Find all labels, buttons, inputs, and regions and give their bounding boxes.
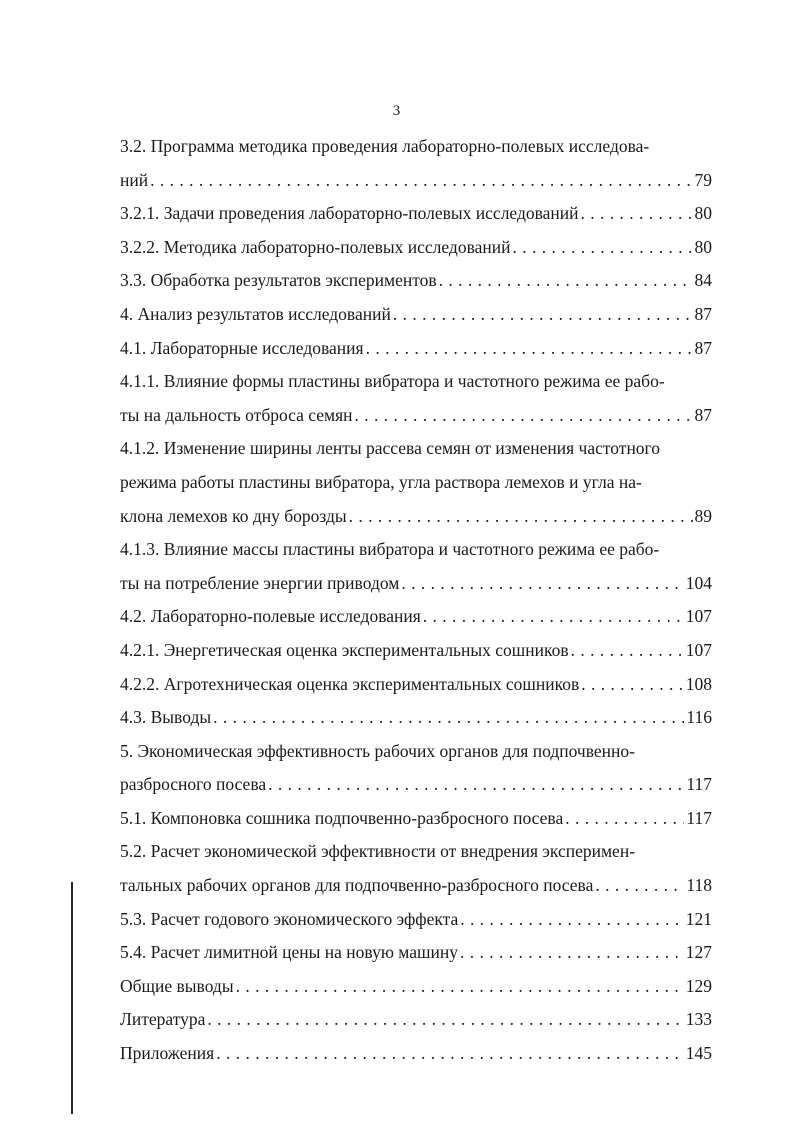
toc-entry-text: Литература — [120, 1009, 206, 1030]
toc-entry-text: 4.1. Лабораторные исследования — [120, 337, 364, 358]
table-of-contents — [120, 130, 712, 1071]
toc-entry-page: 116 — [686, 707, 712, 728]
toc-leader-dots — [581, 668, 684, 702]
toc-entry-page: 145 — [685, 1043, 712, 1064]
toc-entry — [120, 1003, 712, 1037]
toc-entry — [120, 802, 712, 836]
toc-entry-text: ний — [120, 169, 149, 190]
toc-entry-text: ты на дальность отброса семян — [120, 404, 353, 425]
toc-entry-page: 87 — [694, 303, 712, 324]
toc-entry-page: 121 — [685, 908, 712, 929]
toc-entry — [120, 365, 712, 399]
toc-entry-page: 107 — [685, 639, 712, 660]
toc-leader-dots — [401, 567, 683, 601]
toc-leader-dots — [150, 164, 692, 198]
toc-entry — [120, 903, 712, 937]
toc-entry — [120, 130, 712, 164]
toc-entry-text: 5.3. Расчет годового экономического эффекта — [120, 908, 459, 929]
toc-entry-text: 3.2.2. Методика лабораторно-полевых исследований — [120, 236, 511, 257]
toc-entry-page: 79 — [694, 169, 712, 190]
toc-leader-dots — [216, 1037, 684, 1071]
toc-leader-dots — [393, 298, 693, 332]
toc-entry — [120, 432, 712, 466]
toc-entry — [120, 701, 712, 735]
toc-entry — [120, 936, 712, 970]
toc-leader-dots — [207, 1003, 683, 1037]
toc-entry — [120, 970, 712, 1004]
toc-leader-dots — [423, 600, 684, 634]
toc-entry — [120, 264, 712, 298]
toc-entry-text: 4.3. Выводы — [120, 707, 212, 728]
toc-entry-text: 4.1.2. Изменение ширины ленты рассева семян от изменения частотного — [120, 438, 661, 459]
toc-leader-dots — [236, 970, 684, 1004]
toc-entry-page: 104 — [685, 572, 712, 593]
toc-leader-dots — [581, 197, 693, 231]
toc-leader-dots — [213, 701, 684, 735]
toc-entry-text: 3.2.1. Задачи проведения лабораторно-полевых исследований — [120, 203, 579, 224]
toc-entry-text: 5.4. Расчет лимитной цены на новую машину — [120, 942, 458, 963]
toc-entry-page: 129 — [685, 975, 712, 996]
toc-entry — [120, 1037, 712, 1071]
toc-entry — [120, 197, 712, 231]
toc-entry-text: 4.1.1. Влияние формы пластины вибратора и частотного режима ее рабо- — [120, 371, 665, 392]
toc-entry-page: 107 — [685, 606, 712, 627]
toc-leader-dots — [565, 802, 684, 836]
toc-entry-page: 117 — [686, 807, 712, 828]
toc-entry-text: 4.2. Лабораторно-полевые исследования — [120, 606, 421, 627]
toc-leader-dots — [513, 231, 693, 265]
toc-entry — [120, 500, 712, 534]
toc-entry-page: 127 — [685, 942, 712, 963]
toc-entry — [120, 533, 712, 567]
toc-entry-page: 80 — [694, 203, 712, 224]
toc-entry-text: 3.3. Обработка результатов экспериментов — [120, 270, 437, 291]
toc-leader-dots — [366, 332, 693, 366]
toc-entry-text: 4.2.2. Агротехническая оценка экспериментальных сошников — [120, 673, 580, 694]
toc-entry-text: клона лемехов ко дну борозды — [120, 505, 347, 526]
toc-leader-dots — [349, 500, 693, 534]
toc-entry — [120, 164, 712, 198]
toc-leader-dots — [439, 264, 693, 298]
toc-leader-dots — [571, 634, 684, 668]
toc-entry-page: 87 — [694, 404, 712, 425]
toc-entry — [120, 869, 712, 903]
toc-entry — [120, 298, 712, 332]
toc-leader-dots — [595, 869, 684, 903]
toc-entry-text: 4.2.1. Энергетическая оценка экспериментальных сошников — [120, 639, 569, 660]
toc-entry — [120, 399, 712, 433]
toc-entry — [120, 231, 712, 265]
toc-entry-page: 118 — [686, 875, 712, 896]
scan-margin-line — [71, 882, 73, 1114]
toc-leader-dots — [460, 936, 684, 970]
toc-entry-page: 89 — [694, 505, 712, 526]
toc-entry-text: 4.1.3. Влияние массы пластины вибратора и частотного режима ее рабо- — [120, 539, 660, 560]
toc-entry — [120, 567, 712, 601]
toc-entry-text: 3.2. Программа методика проведения лабораторно-полевых исследова- — [120, 136, 650, 156]
toc-entry-text: 5.1. Компоновка сошника подпочвенно-разбросного посева — [120, 807, 564, 828]
toc-entry — [120, 768, 712, 802]
toc-entry-page: 117 — [686, 774, 712, 795]
toc-leader-dots — [355, 399, 693, 433]
toc-entry-text: режима работы пластины вибратора, угла раствора лемехов и угла на- — [120, 471, 642, 492]
toc-entry-page: 108 — [685, 673, 712, 694]
page-number: 3 — [392, 103, 401, 119]
toc-leader-dots — [268, 768, 684, 802]
toc-entry-page: 133 — [685, 1009, 712, 1030]
toc-leader-dots — [460, 903, 683, 937]
toc-entry-text: Приложения — [120, 1043, 215, 1064]
toc-entry-page: 80 — [694, 236, 712, 257]
toc-entry — [120, 466, 712, 500]
toc-entry-text: Общие выводы — [120, 975, 234, 996]
toc-entry — [120, 835, 712, 869]
toc-entry-page: 87 — [694, 337, 712, 358]
toc-entry — [120, 735, 712, 769]
toc-entry — [120, 668, 712, 702]
toc-entry-text: разбросного посева — [120, 774, 267, 795]
toc-entry-text: ты на потребление энергии приводом — [120, 572, 400, 593]
toc-entry-text: тальных рабочих органов для подпочвенно-разбросного посева — [120, 875, 594, 896]
toc-entry-text: 5.2. Расчет экономической эффективности от внедрения эксперимен- — [120, 841, 636, 862]
toc-entry-text: 5. Экономическая эффективность рабочих органов для подпочвенно- — [120, 740, 635, 761]
toc-entry-page: 84 — [694, 270, 712, 291]
toc-entry-text: 4. Анализ результатов исследований — [120, 303, 391, 324]
toc-entry — [120, 600, 712, 634]
toc-entry — [120, 332, 712, 366]
toc-entry — [120, 634, 712, 668]
